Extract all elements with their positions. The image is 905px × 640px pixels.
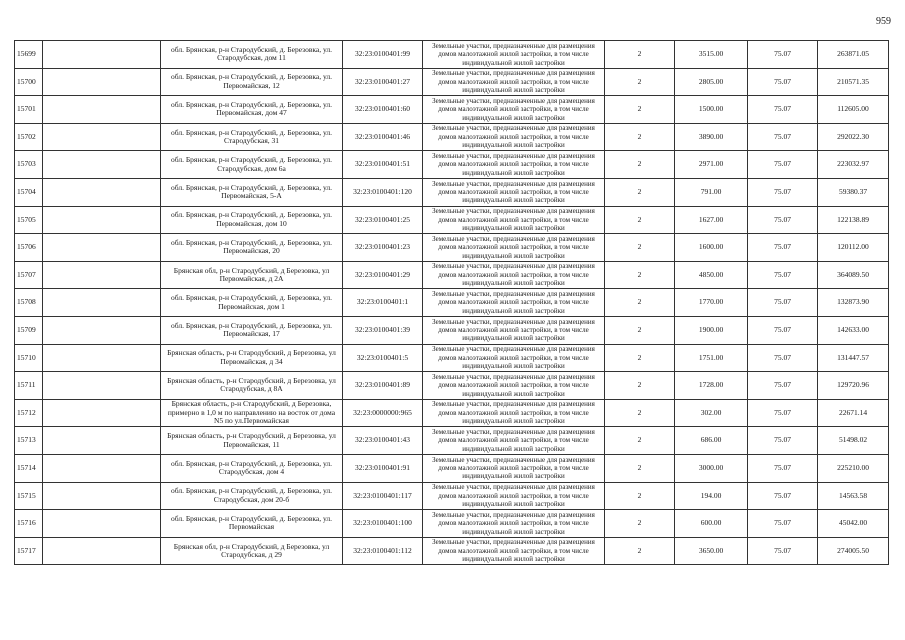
area-cell: 3515.00 bbox=[675, 41, 748, 69]
category-cell: 2 bbox=[605, 206, 675, 234]
cadastral-value-cell: 45042.00 bbox=[818, 510, 889, 538]
blank-cell bbox=[43, 427, 161, 455]
category-cell: 2 bbox=[605, 289, 675, 317]
specific-value-cell: 75.07 bbox=[748, 482, 818, 510]
cadastral-value-cell: 14563.58 bbox=[818, 482, 889, 510]
row-number-cell: 15704 bbox=[15, 178, 43, 206]
blank-cell bbox=[43, 123, 161, 151]
specific-value-cell: 75.07 bbox=[748, 68, 818, 96]
category-cell: 2 bbox=[605, 261, 675, 289]
table-row bbox=[15, 316, 889, 344]
blank-cell bbox=[43, 289, 161, 317]
land-use-cell: Земельные участки, предназначенные для размещения домов малоэтажной жилой застройки, в том числе индивидуальной жилой застройки bbox=[423, 206, 605, 234]
cadastral-value-cell: 51498.02 bbox=[818, 427, 889, 455]
row-number-cell: 15715 bbox=[15, 482, 43, 510]
cadastral-value-cell: 112605.00 bbox=[818, 96, 889, 124]
table-row bbox=[15, 454, 889, 482]
cadastral-value-cell: 120112.00 bbox=[818, 234, 889, 262]
land-use-cell: Земельные участки, предназначенные для размещения домов малоэтажной жилой застройки, в том числе индивидуальной жилой застройки bbox=[423, 41, 605, 69]
cadastral-value-cell: 274005.50 bbox=[818, 537, 889, 565]
land-use-cell: Земельные участки, предназначенные для размещения домов малоэтажной жилой застройки, в том числе индивидуальной жилой застройки bbox=[423, 427, 605, 455]
area-cell: 1500.00 bbox=[675, 96, 748, 124]
blank-cell bbox=[43, 151, 161, 179]
table-row bbox=[15, 234, 889, 262]
cadastral-number-cell: 32:23:0100401:43 bbox=[343, 427, 423, 455]
land-use-cell: Земельные участки, предназначенные для размещения домов малоэтажной жилой застройки, в том числе индивидуальной жилой застройки bbox=[423, 96, 605, 124]
land-use-cell: Земельные участки, предназначенные для размещения домов малоэтажной жилой застройки, в том числе индивидуальной жилой застройки bbox=[423, 482, 605, 510]
area-cell: 1600.00 bbox=[675, 234, 748, 262]
specific-value-cell: 75.07 bbox=[748, 96, 818, 124]
row-number-cell: 15700 bbox=[15, 68, 43, 96]
category-cell: 2 bbox=[605, 427, 675, 455]
address-cell: обл. Брянская, р-н Стародубский, д. Березовка, ул. Первомайская, 17 bbox=[161, 316, 343, 344]
blank-cell bbox=[43, 96, 161, 124]
category-cell: 2 bbox=[605, 344, 675, 372]
table-row bbox=[15, 68, 889, 96]
area-cell: 4850.00 bbox=[675, 261, 748, 289]
cadastral-value-cell: 364089.50 bbox=[818, 261, 889, 289]
area-cell: 2805.00 bbox=[675, 68, 748, 96]
specific-value-cell: 75.07 bbox=[748, 399, 818, 427]
cadastral-number-cell: 32:23:0000000:965 bbox=[343, 399, 423, 427]
blank-cell bbox=[43, 234, 161, 262]
cadastral-number-cell: 32:23:0100401:117 bbox=[343, 482, 423, 510]
address-cell: обл. Брянская, р-н Стародубский, д. Березовка, ул. Стародубская, дом 11 bbox=[161, 41, 343, 69]
cadastral-number-cell: 32:23:0100401:89 bbox=[343, 372, 423, 400]
specific-value-cell: 75.07 bbox=[748, 206, 818, 234]
land-use-cell: Земельные участки, предназначенные для размещения домов малоэтажной жилой застройки, в том числе индивидуальной жилой застройки bbox=[423, 399, 605, 427]
blank-cell bbox=[43, 206, 161, 234]
area-cell: 686.00 bbox=[675, 427, 748, 455]
cadastral-number-cell: 32:23:0100401:29 bbox=[343, 261, 423, 289]
specific-value-cell: 75.07 bbox=[748, 289, 818, 317]
cadastral-value-cell: 22671.14 bbox=[818, 399, 889, 427]
cadastral-value-cell: 225210.00 bbox=[818, 454, 889, 482]
table-row bbox=[15, 510, 889, 538]
area-cell: 302.00 bbox=[675, 399, 748, 427]
cadastral-number-cell: 32:23:0100401:27 bbox=[343, 68, 423, 96]
table-row bbox=[15, 151, 889, 179]
area-cell: 3000.00 bbox=[675, 454, 748, 482]
specific-value-cell: 75.07 bbox=[748, 510, 818, 538]
cadastral-value-cell: 142633.00 bbox=[818, 316, 889, 344]
address-cell: Брянская область, р-н Стародубский, д Березовка, ул Первомайская, 11 bbox=[161, 427, 343, 455]
blank-cell bbox=[43, 316, 161, 344]
cadastral-number-cell: 32:23:0100401:51 bbox=[343, 151, 423, 179]
cadastral-number-cell: 32:23:0100401:39 bbox=[343, 316, 423, 344]
row-number-cell: 15708 bbox=[15, 289, 43, 317]
category-cell: 2 bbox=[605, 316, 675, 344]
land-use-cell: Земельные участки, предназначенные для размещения домов малоэтажной жилой застройки, в том числе индивидуальной жилой застройки bbox=[423, 454, 605, 482]
cadastral-number-cell: 32:23:0100401:60 bbox=[343, 96, 423, 124]
row-number-cell: 15714 bbox=[15, 454, 43, 482]
specific-value-cell: 75.07 bbox=[748, 316, 818, 344]
row-number-cell: 15712 bbox=[15, 399, 43, 427]
table-row bbox=[15, 178, 889, 206]
row-number-cell: 15701 bbox=[15, 96, 43, 124]
cadastral-value-cell: 122138.89 bbox=[818, 206, 889, 234]
area-cell: 791.00 bbox=[675, 178, 748, 206]
table-row bbox=[15, 344, 889, 372]
row-number-cell: 15709 bbox=[15, 316, 43, 344]
address-cell: обл. Брянская, р-н Стародубский, д. Березовка, ул. Первомайская, 5-А bbox=[161, 178, 343, 206]
address-cell: Брянская область, р-н Стародубский, д Березовка, примерно в 1,0 м по направлению на восток от дома N5 по ул.Первомайская bbox=[161, 399, 343, 427]
cadastral-value-cell: 131447.57 bbox=[818, 344, 889, 372]
table-row bbox=[15, 399, 889, 427]
address-cell: Брянская обл, р-н Стародубский, д Березовка, ул Первомайская, д 2А bbox=[161, 261, 343, 289]
table-row bbox=[15, 261, 889, 289]
cadastral-value-cell: 263871.05 bbox=[818, 41, 889, 69]
land-use-cell: Земельные участки, предназначенные для размещения домов малоэтажной жилой застройки, в том числе индивидуальной жилой застройки bbox=[423, 123, 605, 151]
blank-cell bbox=[43, 41, 161, 69]
category-cell: 2 bbox=[605, 151, 675, 179]
table-row bbox=[15, 206, 889, 234]
page-number: 959 bbox=[876, 16, 891, 27]
row-number-cell: 15711 bbox=[15, 372, 43, 400]
cadastral-value-cell: 292022.30 bbox=[818, 123, 889, 151]
cadastral-number-cell: 32:23:0100401:23 bbox=[343, 234, 423, 262]
cadastral-number-cell: 32:23:0100401:120 bbox=[343, 178, 423, 206]
table-row bbox=[15, 289, 889, 317]
blank-cell bbox=[43, 68, 161, 96]
land-use-cell: Земельные участки, предназначенные для размещения домов малоэтажной жилой застройки, в том числе индивидуальной жилой застройки bbox=[423, 234, 605, 262]
land-use-cell: Земельные участки, предназначенные для размещения домов малоэтажной жилой застройки, в том числе индивидуальной жилой застройки bbox=[423, 289, 605, 317]
cadastral-number-cell: 32:23:0100401:25 bbox=[343, 206, 423, 234]
table-row bbox=[15, 482, 889, 510]
land-use-cell: Земельные участки, предназначенные для размещения домов малоэтажной жилой застройки, в том числе индивидуальной жилой застройки bbox=[423, 344, 605, 372]
land-use-cell: Земельные участки, предназначенные для размещения домов малоэтажной жилой застройки, в том числе индивидуальной жилой застройки bbox=[423, 537, 605, 565]
address-cell: Брянская область, р-н Стародубский, д Березовка, ул Первомайская, д 34 bbox=[161, 344, 343, 372]
specific-value-cell: 75.07 bbox=[748, 454, 818, 482]
specific-value-cell: 75.07 bbox=[748, 41, 818, 69]
address-cell: обл. Брянская, р-н Стародубский, д. Березовка, ул. Первомайская, дом 1 bbox=[161, 289, 343, 317]
table-row bbox=[15, 427, 889, 455]
specific-value-cell: 75.07 bbox=[748, 427, 818, 455]
area-cell: 1627.00 bbox=[675, 206, 748, 234]
category-cell: 2 bbox=[605, 482, 675, 510]
area-cell: 1728.00 bbox=[675, 372, 748, 400]
address-cell: обл. Брянская, р-н Стародубский, д. Березовка, ул. Стародубская, 31 bbox=[161, 123, 343, 151]
land-use-cell: Земельные участки, предназначенные для размещения домов малоэтажной жилой застройки, в том числе индивидуальной жилой застройки bbox=[423, 68, 605, 96]
category-cell: 2 bbox=[605, 123, 675, 151]
row-number-cell: 15716 bbox=[15, 510, 43, 538]
land-use-cell: Земельные участки, предназначенные для размещения домов малоэтажной жилой застройки, в том числе индивидуальной жилой застройки bbox=[423, 178, 605, 206]
category-cell: 2 bbox=[605, 537, 675, 565]
address-cell: обл. Брянская, р-н Стародубский, д. Березовка, ул. Стародубская, дом 4 bbox=[161, 454, 343, 482]
blank-cell bbox=[43, 178, 161, 206]
row-number-cell: 15702 bbox=[15, 123, 43, 151]
row-number-cell: 15713 bbox=[15, 427, 43, 455]
cadastral-value-cell: 129720.96 bbox=[818, 372, 889, 400]
area-cell: 1751.00 bbox=[675, 344, 748, 372]
cadastral-value-cell: 210571.35 bbox=[818, 68, 889, 96]
row-number-cell: 15707 bbox=[15, 261, 43, 289]
area-cell: 1900.00 bbox=[675, 316, 748, 344]
row-number-cell: 15717 bbox=[15, 537, 43, 565]
table-row bbox=[15, 372, 889, 400]
category-cell: 2 bbox=[605, 178, 675, 206]
cadastral-number-cell: 32:23:0100401:1 bbox=[343, 289, 423, 317]
row-number-cell: 15699 bbox=[15, 41, 43, 69]
specific-value-cell: 75.07 bbox=[748, 151, 818, 179]
table-row bbox=[15, 537, 889, 565]
land-use-cell: Земельные участки, предназначенные для размещения домов малоэтажной жилой застройки, в том числе индивидуальной жилой застройки bbox=[423, 261, 605, 289]
specific-value-cell: 75.07 bbox=[748, 537, 818, 565]
table-row bbox=[15, 41, 889, 69]
land-use-cell: Земельные участки, предназначенные для размещения домов малоэтажной жилой застройки, в том числе индивидуальной жилой застройки bbox=[423, 151, 605, 179]
blank-cell bbox=[43, 372, 161, 400]
row-number-cell: 15703 bbox=[15, 151, 43, 179]
address-cell: Брянская обл, р-н Стародубский, д Березовка, ул Стародубская, д 29 bbox=[161, 537, 343, 565]
cadastral-number-cell: 32:23:0100401:100 bbox=[343, 510, 423, 538]
address-cell: обл. Брянская, р-н Стародубский, д. Березовка, ул. Первомайская, дом 47 bbox=[161, 96, 343, 124]
row-number-cell: 15705 bbox=[15, 206, 43, 234]
blank-cell bbox=[43, 399, 161, 427]
cadastral-number-cell: 32:23:0100401:112 bbox=[343, 537, 423, 565]
specific-value-cell: 75.07 bbox=[748, 372, 818, 400]
blank-cell bbox=[43, 344, 161, 372]
address-cell: обл. Брянская, р-н Стародубский, д. Березовка, ул. Первомайская, дом 10 bbox=[161, 206, 343, 234]
cadastral-number-cell: 32:23:0100401:5 bbox=[343, 344, 423, 372]
cadastral-number-cell: 32:23:0100401:99 bbox=[343, 41, 423, 69]
specific-value-cell: 75.07 bbox=[748, 344, 818, 372]
area-cell: 2971.00 bbox=[675, 151, 748, 179]
cadastral-value-cell: 59380.37 bbox=[818, 178, 889, 206]
table-row bbox=[15, 123, 889, 151]
area-cell: 3890.00 bbox=[675, 123, 748, 151]
address-cell: Брянская область, р-н Стародубский, д Березовка, ул Стародубская, д 8А bbox=[161, 372, 343, 400]
area-cell: 3650.00 bbox=[675, 537, 748, 565]
specific-value-cell: 75.07 bbox=[748, 123, 818, 151]
address-cell: обл. Брянская, р-н Стародубский, д. Березовка, ул. Первомайская, 20 bbox=[161, 234, 343, 262]
blank-cell bbox=[43, 261, 161, 289]
address-cell: обл. Брянская, р-н Стародубский, д. Березовка, ул. Стародубская, дом 20-б bbox=[161, 482, 343, 510]
category-cell: 2 bbox=[605, 234, 675, 262]
specific-value-cell: 75.07 bbox=[748, 178, 818, 206]
address-cell: обл. Брянская, р-н Стародубский, д. Березовка, ул. Первомайская bbox=[161, 510, 343, 538]
category-cell: 2 bbox=[605, 510, 675, 538]
category-cell: 2 bbox=[605, 68, 675, 96]
row-number-cell: 15706 bbox=[15, 234, 43, 262]
table-body bbox=[15, 41, 889, 565]
cadastral-number-cell: 32:23:0100401:46 bbox=[343, 123, 423, 151]
table-row bbox=[15, 96, 889, 124]
category-cell: 2 bbox=[605, 372, 675, 400]
area-cell: 194.00 bbox=[675, 482, 748, 510]
blank-cell bbox=[43, 454, 161, 482]
cadastral-number-cell: 32:23:0100401:91 bbox=[343, 454, 423, 482]
blank-cell bbox=[43, 510, 161, 538]
cadastral-value-cell: 223032.97 bbox=[818, 151, 889, 179]
land-use-cell: Земельные участки, предназначенные для размещения домов малоэтажной жилой застройки, в том числе индивидуальной жилой застройки bbox=[423, 316, 605, 344]
category-cell: 2 bbox=[605, 454, 675, 482]
row-number-cell: 15710 bbox=[15, 344, 43, 372]
specific-value-cell: 75.07 bbox=[748, 261, 818, 289]
category-cell: 2 bbox=[605, 41, 675, 69]
blank-cell bbox=[43, 537, 161, 565]
area-cell: 600.00 bbox=[675, 510, 748, 538]
cadastral-value-cell: 132873.90 bbox=[818, 289, 889, 317]
land-use-cell: Земельные участки, предназначенные для размещения домов малоэтажной жилой застройки, в том числе индивидуальной жилой застройки bbox=[423, 372, 605, 400]
area-cell: 1770.00 bbox=[675, 289, 748, 317]
category-cell: 2 bbox=[605, 399, 675, 427]
cadastral-value-table bbox=[14, 40, 889, 565]
land-use-cell: Земельные участки, предназначенные для размещения домов малоэтажной жилой застройки, в том числе индивидуальной жилой застройки bbox=[423, 510, 605, 538]
specific-value-cell: 75.07 bbox=[748, 234, 818, 262]
address-cell: обл. Брянская, р-н Стародубский, д. Березовка, ул. Первомайская, 12 bbox=[161, 68, 343, 96]
category-cell: 2 bbox=[605, 96, 675, 124]
address-cell: обл. Брянская, р-н Стародубский, д. Березовка, ул. Стародубская, дом 6а bbox=[161, 151, 343, 179]
blank-cell bbox=[43, 482, 161, 510]
